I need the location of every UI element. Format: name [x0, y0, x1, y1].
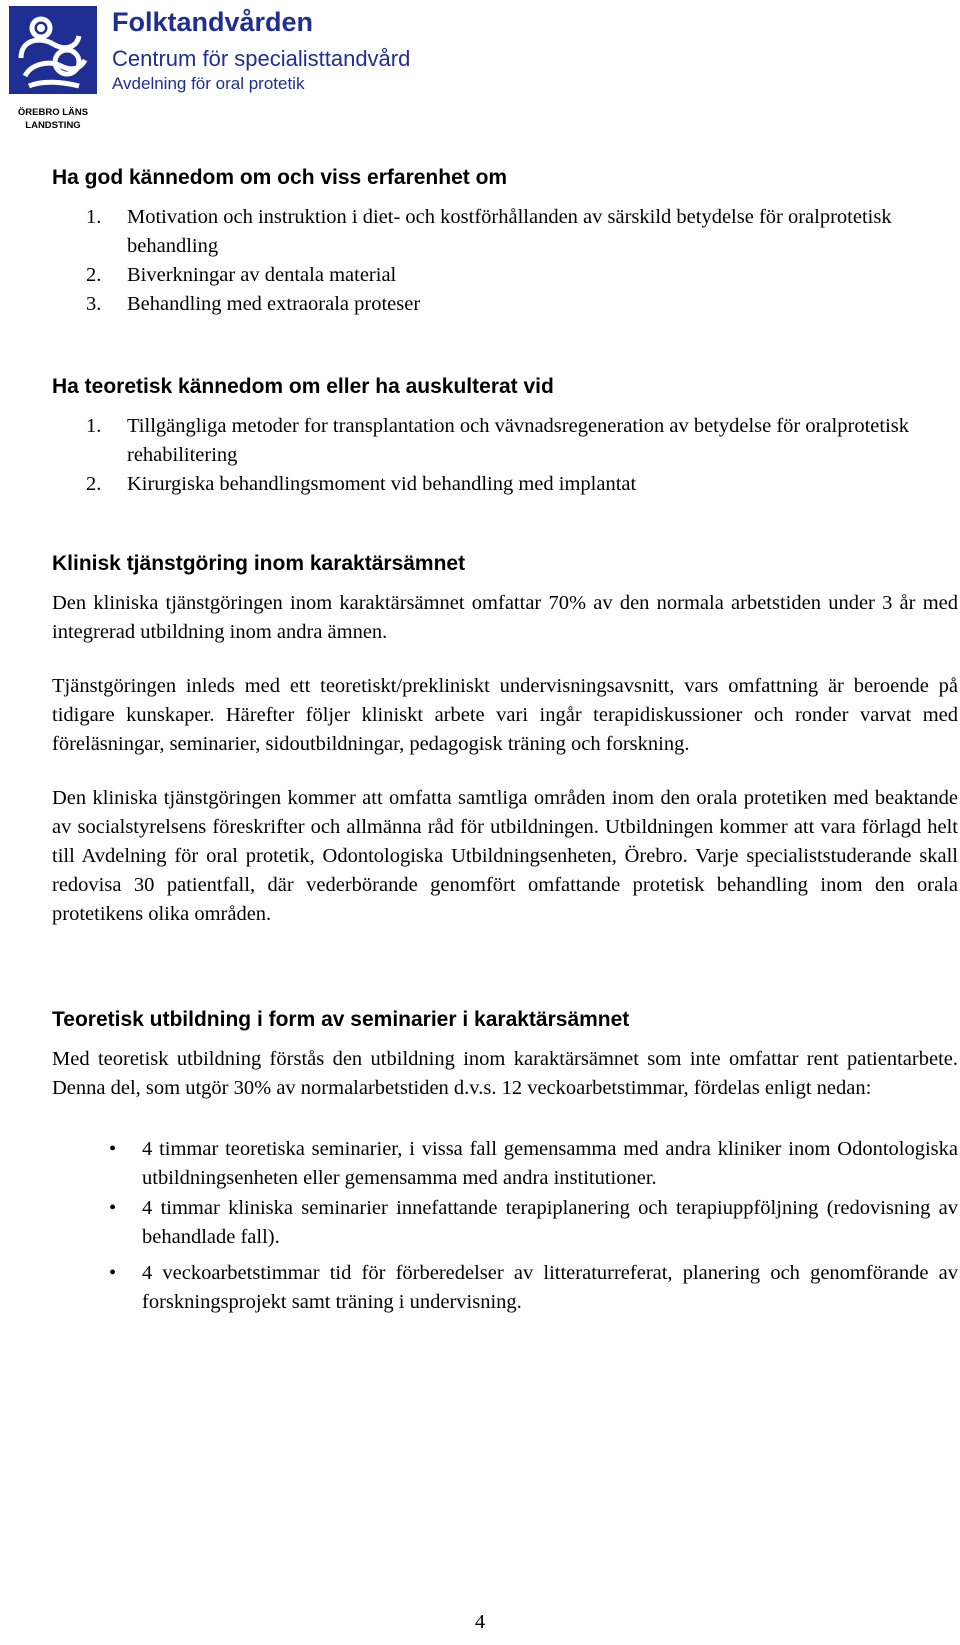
list-item [52, 470, 958, 499]
paragraph: Med teoretisk utbildning förstås den utbildning inom karaktärsämnet som inte omfattar rent patientarbete. Denna del, som utgör 30% av normalarbetstiden d.v.s. 12 veckoarbetstimmar, fördelas enligt nedan: [52, 1048, 958, 1099]
paragraph: Tjänstgöringen inleds med ett teoretiskt/prekliniskt undervisningsavsnitt, vars omfattning är beroende på tidigare kunskaper. Härefter följer kliniskt arbete vari ingår terapidiskussioner och ronder varvat med föreläsningar, seminarier, sidoutbildningar, pedagogisk träning och forskning. [52, 675, 958, 755]
bullet-icon: • [109, 1197, 117, 1219]
list-number: 2. [86, 264, 102, 286]
logo-caption [9, 106, 97, 132]
list-item-text: Biverkningar av dentala material [127, 264, 397, 286]
list-item [52, 1135, 958, 1193]
list-item-text: 4 veckoarbetstimmar tid för förberedelser av litteraturreferat, planering och genomförande av forskningsprojekt samt träning i undervisning. [142, 1262, 958, 1313]
list-item-text: 4 timmar kliniska seminarier innefattande terapiplanering och terapiuppföljning (redovisning av behandlade fall). [142, 1197, 958, 1248]
organization-block [112, 6, 410, 94]
list-item [52, 261, 958, 290]
logo-caption-line2: LANDSTING [25, 120, 81, 131]
list-item [52, 290, 958, 319]
list-item [52, 1259, 958, 1317]
center-name: Centrum för specialisttandvård [112, 46, 411, 71]
page-number: 4 [474, 1611, 486, 1633]
list-theoretical-knowledge [52, 412, 958, 499]
logo-figures-icon [9, 6, 97, 94]
list-number: 2. [86, 473, 102, 495]
list-number: 3. [86, 293, 102, 315]
paragraph: Den kliniska tjänstgöringen inom karaktärsämnet omfattar 70% av den normala arbetstiden under 3 år med integrerad utbildning inom andra ämnen. [52, 592, 958, 643]
list-item-text: Tillgängliga metoder for transplantation och vävnadsregeneration av betydelse för oralprotetisk rehabilitering [127, 415, 909, 466]
section-heading-knowledge-experience: Ha god kännedom om och viss erfarenhet om [52, 166, 508, 189]
list-item-text: Motivation och instruktion i diet- och kostförhållanden av särskild betydelse för oralprotetisk behandling [127, 206, 892, 257]
landsting-logo [9, 6, 97, 94]
document-body [52, 165, 958, 1317]
list-knowledge-experience [52, 203, 958, 319]
list-item [52, 203, 958, 261]
list-item-text: Behandling med extraorala proteser [127, 293, 421, 315]
list-item-text: 4 timmar teoretiska seminarier, i vissa fall gemensamma med andra kliniker inom Odontologiska utbildningsenheten eller gemensamma med andra institutioner. [142, 1138, 958, 1189]
seminar-hours-list [52, 1135, 958, 1317]
list-item [52, 412, 958, 470]
section-heading-theoretical-knowledge: Ha teoretisk kännedom om eller ha auskulterat vid [52, 375, 554, 398]
seminars-text [52, 1045, 958, 1317]
bullet-icon: • [109, 1138, 117, 1160]
bullet-icon: • [109, 1262, 117, 1284]
clinical-service-text [52, 589, 958, 929]
section-heading-seminars: Teoretisk utbildning i form av seminarier i karaktärsämnet [52, 1008, 630, 1031]
department-name: Avdelning för oral protetik [112, 74, 305, 93]
list-number: 1. [86, 415, 102, 437]
paragraph: Den kliniska tjänstgöringen kommer att omfatta samtliga områden inom den orala protetiken med beaktande av socialstyrelsens föreskrifter och allmänna råd för utbildningen. Utbildningen kommer att vara förlagd helt till Avdelning för oral protetik, Odontologiska Utbildningsenheten, Örebro. Varje specialiststuderande skall redovisa 30 patientfall, där vederbörande genomfört omfattande protetisk behandling inom den orala protetikens olika områden. [52, 787, 958, 925]
page-header [9, 6, 609, 136]
list-number: 1. [86, 206, 102, 228]
section-heading-clinical-service: Klinisk tjänstgöring inom karaktärsämnet [52, 552, 466, 575]
logo-caption-line1: ÖREBRO LÄNS [17, 107, 89, 118]
list-item-text: Kirurgiska behandlingsmoment vid behandling med implantat [127, 473, 637, 495]
list-item [52, 1194, 958, 1252]
organization-name: Folktandvården [112, 7, 314, 37]
